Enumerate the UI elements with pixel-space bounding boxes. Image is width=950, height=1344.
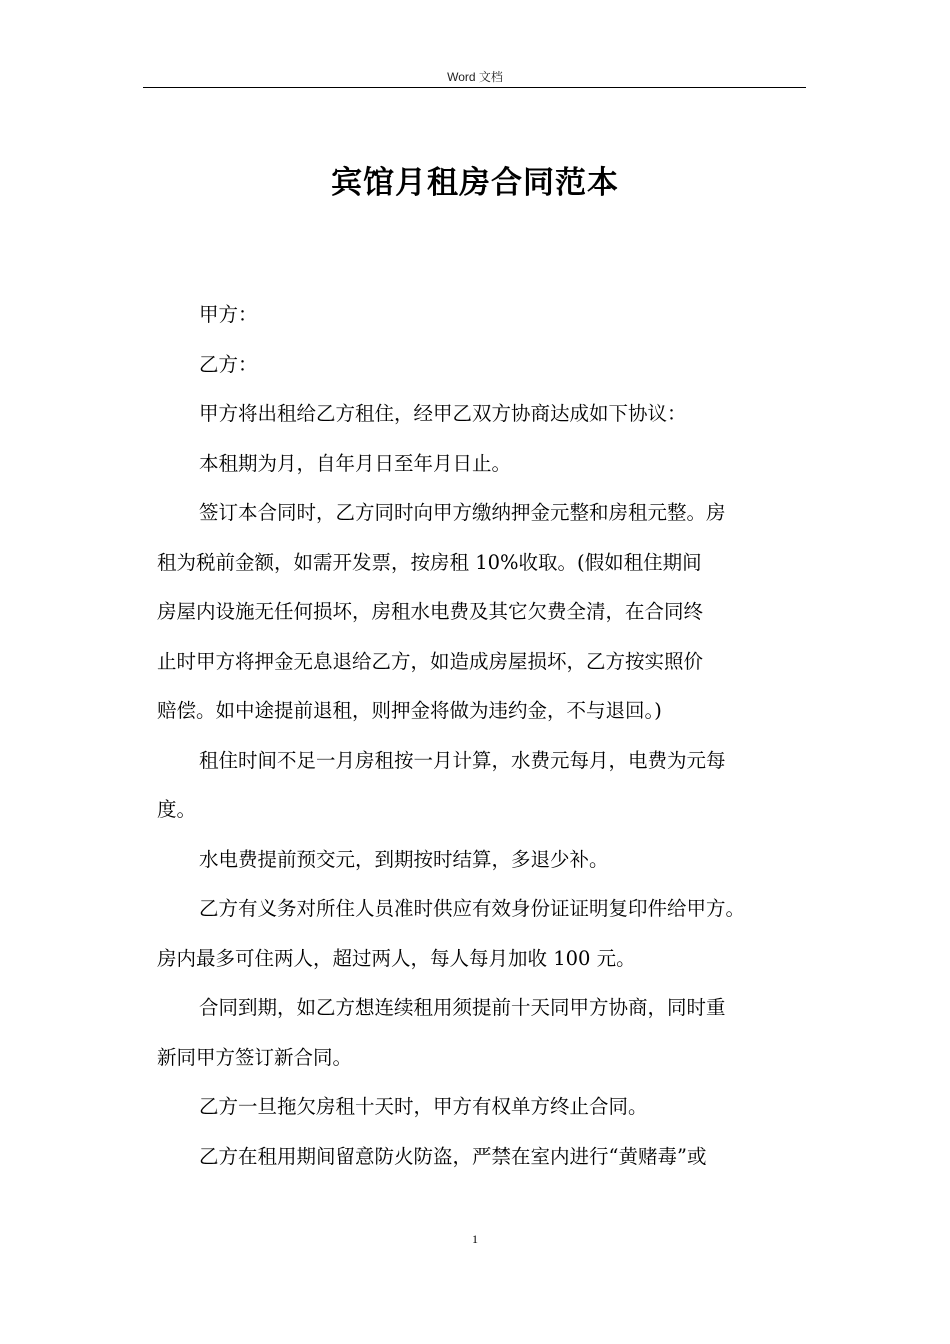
document-title: 宾馆月租房合同范本: [331, 165, 619, 201]
paragraph-line: 本租期为月，自年月日至年月日止。: [199, 451, 512, 475]
paragraph: [178, 389, 808, 439]
paragraph-line: 乙方在租用期间留意防火防盗，严禁在室内进行“黄赌毒”或: [199, 1144, 707, 1168]
paragraph-line: 房屋内设施无任何损坏，房租水电费及其它欠费全清，在合同终: [157, 600, 704, 623]
paragraph: [157, 983, 808, 1082]
paragraph-line: 甲方将出租给乙方租住，经甲乙双方协商达成如下协议：: [199, 402, 687, 425]
document-body: [157, 290, 808, 1181]
paragraph-line: 合同到期，如乙方想连续租用须提前十天同甲方协商，同时重: [199, 996, 726, 1019]
paragraph-line: 签订本合同时，乙方同时向甲方缴纳押金元整和房租元整。房: [199, 501, 726, 524]
paragraph-line: 乙方一旦拖欠房租十天时，甲方有权单方终止合同。: [199, 1095, 648, 1118]
paragraph: [157, 884, 808, 983]
page-header: Word 文档: [447, 70, 503, 84]
paragraph-line: 止时甲方将押金无息退给乙方，如造成房屋损坏，乙方按实照价: [157, 649, 704, 673]
paragraph: [178, 290, 808, 340]
paragraph-line: 赔偿。如中途提前退租，则押金将做为违约金，不与退回。): [157, 699, 662, 722]
paragraph-line: 乙方：: [199, 352, 258, 376]
paragraph: [178, 340, 808, 390]
header-divider: [143, 87, 806, 88]
paragraph-line: 水电费提前预交元，到期按时结算，多退少补。: [199, 847, 609, 871]
paragraph: [157, 488, 808, 736]
paragraph-line: 租住时间不足一月房租按一月计算，水费元每月，电费为元每: [199, 748, 726, 772]
paragraph-line: 度。: [157, 798, 197, 821]
paragraph-line: 房内最多可住两人，超过两人，每人每月加收 100 元。: [157, 946, 636, 970]
paragraph: [178, 1082, 808, 1132]
paragraph: [178, 439, 808, 489]
paragraph-line: 甲方：: [199, 303, 258, 326]
paragraph: [178, 835, 808, 885]
paragraph-line: 租为税前金额，如需开发票，按房租 10%收取。(假如租住期间: [157, 550, 702, 574]
paragraph: [157, 736, 808, 835]
paragraph-line: 乙方有义务对所住人员准时供应有效身份证证明复印件给甲方。: [199, 897, 746, 920]
paragraph-line: 新同甲方签订新合同。: [157, 1045, 353, 1069]
page-number: 1: [472, 1232, 478, 1246]
paragraph: [178, 1132, 808, 1182]
